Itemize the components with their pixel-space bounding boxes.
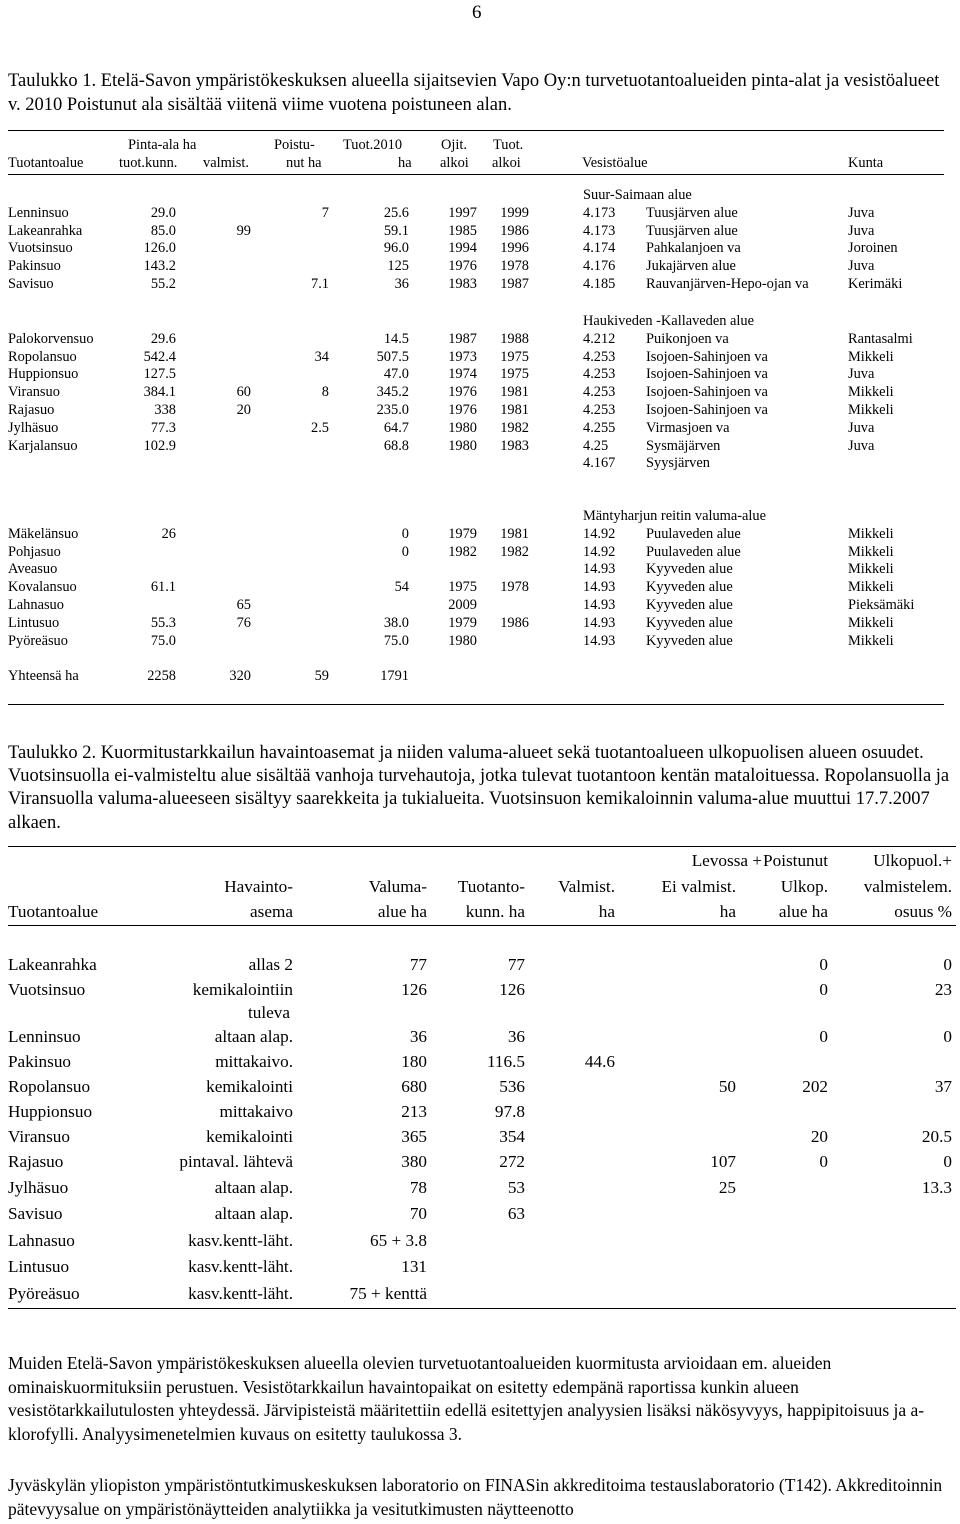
t1-cell-tuot: 54 bbox=[394, 579, 409, 596]
page-number: 6 bbox=[472, 2, 482, 23]
t2-cell-valuma: 680 bbox=[401, 1077, 427, 1096]
t1-cell-ojit: 1985 bbox=[448, 222, 477, 239]
t1-cell-code: 4.253 bbox=[583, 366, 616, 383]
t1-cell-kunta: Mikkeli bbox=[848, 632, 894, 649]
t1-cell-kunta: Mikkeli bbox=[848, 561, 894, 578]
t1-total-label: Yhteensä ha bbox=[8, 668, 79, 684]
t2-cell-valuma: 126 bbox=[401, 980, 427, 999]
t1-header-ojit-1: Ojit. bbox=[441, 137, 467, 153]
t1-cell-ojit: 1974 bbox=[448, 366, 477, 383]
t1-cell-ojit: 1976 bbox=[448, 402, 477, 418]
t1-cell-vesisto: Tuusjärven alue bbox=[646, 222, 738, 239]
t1-cell-tuotalk: 1986 bbox=[500, 222, 529, 239]
t1-cell-kunta: Mikkeli bbox=[848, 614, 894, 631]
t1-cell-vesisto: Kyyveden alue bbox=[646, 561, 733, 578]
t1-cell-code: 4.255 bbox=[583, 419, 616, 436]
t1-cell-pinta: 75.0 bbox=[150, 632, 176, 649]
t1-cell-name: Savisuo bbox=[8, 276, 54, 292]
t1-cell-vesisto: Syysjärven bbox=[646, 455, 710, 472]
t1-cell-pinta: 143.2 bbox=[143, 258, 176, 275]
t1-cell-vesisto: Isojoen-Sahinjoen va bbox=[646, 348, 768, 365]
t1-cell-code: 4.185 bbox=[583, 276, 616, 292]
t1-cell-name: Jylhäsuo bbox=[8, 419, 59, 436]
t1-cell-kunta: Mikkeli bbox=[848, 579, 894, 596]
t1-cell-tuotalk: 1986 bbox=[500, 614, 529, 631]
t2-cell-name: Viransuo bbox=[8, 1127, 70, 1146]
t1-cell-name: Pyöreäsuo bbox=[8, 632, 68, 649]
t2-cell-tuot: 77 bbox=[507, 955, 525, 974]
t2-cell-ulkop: 0 bbox=[819, 1152, 828, 1171]
t2-header-ulkopuol-2: valmistelem. bbox=[863, 877, 952, 896]
t1-cell-tuot: 59.1 bbox=[383, 222, 409, 239]
t1-cell-code: 4.25 bbox=[583, 437, 609, 454]
t1-cell-vesisto: Isojoen-Sahinjoen va bbox=[646, 384, 768, 401]
t1-cell-code: 14.92 bbox=[583, 543, 616, 560]
t1-cell-ojit: 1987 bbox=[448, 330, 477, 347]
t1-cell-vesisto: Pahkalanjoen va bbox=[646, 240, 741, 257]
t1-cell-vesisto: Puulaveden alue bbox=[646, 525, 741, 542]
table2-caption: Taulukko 2. Kuormitustarkkailun havaintoasemat ja niiden valuma-alueet sekä tuotantoalueen ulkopuolisen alueen osuudet. Vuotsinsuolla ei-valmisteltu alue sisältää vanhoja turvehautoja, jotka tulevat tuotantoon kentän mataloituessa. Ropolansuolla ja Viransuolla valuma-alueeseen sisältyy saarekkeita ja tukialueita. Vuotsinsuon kemikaloinnin valuma-alue muuttui 17.7.2007 alkaen. bbox=[8, 743, 950, 833]
t1-cell-code: 4.253 bbox=[583, 348, 616, 365]
t1-cell-vesisto: Kyyveden alue bbox=[646, 632, 733, 649]
t1-cell-tuot: 64.7 bbox=[383, 419, 409, 436]
t1-cell-code: 4.176 bbox=[583, 258, 616, 275]
t2-cell-asema: pintaval. lähtevä bbox=[179, 1152, 293, 1171]
t2-cell-levossa: 107 bbox=[710, 1152, 736, 1171]
t1-cell-tuotalk: 1978 bbox=[500, 258, 529, 275]
t1-cell-tuot: 125 bbox=[387, 258, 409, 275]
t1-cell-kunta: Mikkeli bbox=[848, 525, 894, 542]
t1-header-tuot2010-1: Tuot.2010 bbox=[343, 137, 403, 153]
t1-cell-code: 4.174 bbox=[583, 240, 616, 257]
t1-cell-ojit: 1979 bbox=[448, 525, 477, 542]
t1-cell-kunta: Juva bbox=[848, 366, 875, 383]
t1-cell-name: Huppionsuo bbox=[8, 366, 79, 383]
t2-cell-asema-continued: tuleva bbox=[248, 1003, 290, 1022]
t2-cell-valuma: 77 bbox=[409, 955, 427, 974]
t1-cell-name: Lenninsuo bbox=[8, 204, 69, 221]
t2-cell-levossa: 25 bbox=[718, 1178, 736, 1197]
t1-cell-code: 14.93 bbox=[583, 614, 616, 631]
t1-cell-kunta: Juva bbox=[848, 437, 875, 454]
t2-cell-valuma: 131 bbox=[401, 1257, 427, 1276]
t2-cell-tuot: 97.8 bbox=[494, 1102, 525, 1121]
t2-cell-name: Vuotsinsuo bbox=[8, 980, 86, 999]
t1-cell-name: Pohjasuo bbox=[8, 543, 61, 560]
t2-cell-asema: kemikalointi bbox=[206, 1127, 293, 1146]
t1-cell-kunta: Juva bbox=[848, 419, 875, 436]
t1-cell-tuotalk: 1981 bbox=[500, 402, 529, 418]
t1-total-pois: 59 bbox=[314, 668, 329, 684]
t1-cell-tuot: 235.0 bbox=[376, 402, 409, 418]
t1-cell-kunta: Mikkeli bbox=[848, 384, 894, 401]
t1-cell-kunta: Pieksämäki bbox=[848, 597, 915, 613]
t1-cell-pinta: 85.0 bbox=[150, 222, 176, 239]
t2-cell-asema: mittakaivo. bbox=[215, 1052, 293, 1071]
t2-cell-name: Huppionsuo bbox=[8, 1102, 93, 1121]
t1-cell-vesisto: Jukajärven alue bbox=[646, 258, 736, 275]
t2-cell-valuma: 78 bbox=[409, 1178, 427, 1197]
t1-group-label: Haukiveden -Kallaveden alue bbox=[583, 313, 755, 329]
t2-header-valuma-1: Valuma- bbox=[368, 877, 427, 896]
t1-cell-code: 4.253 bbox=[583, 402, 616, 418]
t1-cell-tuot: 47.0 bbox=[383, 366, 409, 383]
t1-cell-tuot: 0 bbox=[401, 525, 409, 542]
t1-cell-ojit: 1980 bbox=[448, 632, 477, 649]
t1-cell-pinta: 542.4 bbox=[143, 348, 176, 365]
t1-cell-kunta: Joroinen bbox=[848, 240, 898, 257]
t1-cell-name: Aveasuo bbox=[8, 561, 58, 578]
t2-header-poistunut-1: Poistunut bbox=[763, 851, 828, 870]
t2-header-havainto-2: asema bbox=[250, 902, 293, 921]
t1-cell-code: 4.173 bbox=[583, 204, 616, 221]
t1-cell-code: 4.212 bbox=[583, 330, 616, 347]
t2-cell-name: Rajasuo bbox=[8, 1152, 64, 1171]
t1-cell-tuot: 14.5 bbox=[383, 330, 409, 347]
t2-cell-tuot: 126 bbox=[499, 980, 525, 999]
t2-cell-name: Lintusuo bbox=[8, 1257, 70, 1276]
t2-header-poistunut-3: alue ha bbox=[778, 902, 828, 921]
t1-cell-pinta: 102.9 bbox=[143, 437, 176, 454]
t1-header-tuot-2: alkoi bbox=[492, 155, 521, 171]
t1-cell-pinta: 338 bbox=[154, 402, 176, 418]
t1-cell-pinta: 384.1 bbox=[143, 384, 176, 401]
t1-cell-name: Vuotsinsuo bbox=[8, 240, 73, 257]
t2-cell-valuma: 70 bbox=[409, 1204, 427, 1223]
t1-group-label: Suur-Saimaan alue bbox=[583, 187, 692, 203]
t2-cell-name: Pyöreäsuo bbox=[8, 1284, 80, 1303]
t2-cell-osuus: 0 bbox=[943, 1027, 952, 1046]
t2-cell-asema: kemikalointiin bbox=[192, 980, 293, 999]
t2-cell-valuma: 180 bbox=[401, 1052, 427, 1071]
t2-cell-asema: altaan alap. bbox=[214, 1027, 293, 1046]
t1-cell-pois: 2.5 bbox=[311, 419, 329, 436]
t1-cell-tuot: 25.6 bbox=[383, 204, 409, 221]
t1-header-vesistoalue: Vesistöalue bbox=[582, 155, 648, 171]
t2-cell-levossa: 50 bbox=[718, 1077, 736, 1096]
t2-header-valmist-2: ha bbox=[598, 902, 615, 921]
t1-cell-name: Ropolansuo bbox=[8, 348, 77, 365]
t1-cell-vesisto: Virmasjoen va bbox=[646, 419, 730, 436]
t2-cell-valuma: 36 bbox=[409, 1027, 427, 1046]
t1-cell-pois: 7.1 bbox=[311, 276, 329, 292]
t2-cell-osuus: 13.3 bbox=[921, 1178, 952, 1197]
t1-total-valm: 320 bbox=[229, 668, 251, 684]
t1-cell-name: Lintusuo bbox=[8, 614, 60, 631]
table2-header-rule bbox=[8, 925, 956, 926]
t1-cell-name: Lakeanrahka bbox=[8, 222, 83, 239]
t2-cell-asema: kasv.kentt-läht. bbox=[188, 1231, 293, 1250]
t1-cell-ojit: 1973 bbox=[448, 348, 477, 365]
t2-header-ulkopuol-3: osuus % bbox=[894, 902, 952, 921]
t1-header-tuot2010-2: ha bbox=[398, 155, 412, 171]
t1-cell-vesisto: Kyyveden alue bbox=[646, 579, 733, 596]
t1-cell-tuotalk: 1975 bbox=[500, 348, 529, 365]
t1-header-poistu-1: Poistu- bbox=[274, 137, 315, 153]
t2-cell-osuus: 20.5 bbox=[921, 1127, 952, 1146]
t1-cell-vesisto: Tuusjärven alue bbox=[646, 204, 738, 221]
t2-cell-tuot: 272 bbox=[499, 1152, 525, 1171]
t2-header-tuotantoalue: Tuotantoalue bbox=[8, 902, 99, 921]
t2-cell-name: Savisuo bbox=[8, 1204, 63, 1223]
t1-cell-name: Palokorvensuo bbox=[8, 330, 94, 347]
t2-cell-osuus: 0 bbox=[943, 955, 952, 974]
t2-header-poistunut-2: Ulkop. bbox=[780, 877, 828, 896]
t2-cell-name: Lahnasuo bbox=[8, 1231, 75, 1250]
t2-cell-valuma: 65 + 3.8 bbox=[370, 1231, 427, 1250]
t2-cell-asema: mittakaivo bbox=[219, 1102, 293, 1121]
t1-cell-tuotalk: 1975 bbox=[500, 366, 529, 383]
t2-cell-asema: allas 2 bbox=[248, 955, 293, 974]
t1-header-pinta-2: tuot.kunn. bbox=[119, 155, 178, 171]
t2-cell-valuma: 365 bbox=[401, 1127, 427, 1146]
t1-cell-tuotalk: 1983 bbox=[500, 437, 529, 454]
t2-cell-tuot: 536 bbox=[499, 1077, 525, 1096]
t1-cell-name: Rajasuo bbox=[8, 402, 55, 418]
t1-cell-code: 14.93 bbox=[583, 632, 616, 649]
t1-cell-pinta: 55.3 bbox=[150, 614, 176, 631]
t1-cell-tuot: 36 bbox=[394, 276, 409, 292]
t1-cell-tuotalk: 1978 bbox=[500, 579, 529, 596]
t2-header-tuotanto-1: Tuotanto- bbox=[457, 877, 525, 896]
t2-cell-valuma: 75 + kenttä bbox=[349, 1284, 427, 1303]
t1-cell-vesisto: Kyyveden alue bbox=[646, 614, 733, 631]
t2-header-levossa-2: Ei valmist. bbox=[661, 877, 736, 896]
t1-cell-name: Mäkelänsuo bbox=[8, 525, 79, 542]
t2-cell-osuus: 37 bbox=[934, 1077, 952, 1096]
t1-cell-vesisto: Kyyveden alue bbox=[646, 597, 733, 613]
t1-cell-code: 14.93 bbox=[583, 597, 616, 613]
t1-cell-ojit: 1997 bbox=[448, 204, 477, 221]
t1-cell-name: Lahnasuo bbox=[8, 597, 64, 613]
t2-header-valmist-1: Valmist. bbox=[558, 877, 615, 896]
t2-cell-tuot: 36 bbox=[507, 1027, 525, 1046]
t1-cell-ojit: 1980 bbox=[448, 419, 477, 436]
t1-cell-name: Kovalansuo bbox=[8, 579, 77, 596]
t2-cell-name: Ropolansuo bbox=[8, 1077, 91, 1096]
t1-cell-valm: 60 bbox=[236, 384, 251, 401]
t2-cell-ulkop: 0 bbox=[819, 955, 828, 974]
t2-cell-valm: 44.6 bbox=[584, 1052, 615, 1071]
t2-cell-name: Pakinsuo bbox=[8, 1052, 72, 1071]
t1-cell-kunta: Juva bbox=[848, 222, 875, 239]
t2-cell-tuot: 53 bbox=[507, 1178, 525, 1197]
t2-header-levossa-3: ha bbox=[719, 902, 736, 921]
t1-cell-pois: 34 bbox=[314, 348, 329, 365]
t1-header-tuotantoalue: Tuotantoalue bbox=[8, 155, 84, 171]
t2-header-havainto-1: Havainto- bbox=[224, 877, 293, 896]
t1-cell-tuotalk: 1982 bbox=[500, 419, 529, 436]
t1-cell-pinta: 77.3 bbox=[150, 419, 176, 436]
t1-cell-name: Viransuo bbox=[8, 384, 60, 401]
t1-cell-code: 14.93 bbox=[583, 579, 616, 596]
t1-cell-valm: 20 bbox=[236, 402, 251, 418]
t1-cell-vesisto: Rauvanjärven-Hepo-ojan va bbox=[646, 276, 809, 292]
t1-cell-tuotalk: 1999 bbox=[500, 204, 529, 221]
t1-cell-valm: 65 bbox=[236, 597, 251, 613]
t1-header-tuot-1: Tuot. bbox=[493, 137, 524, 153]
t1-cell-code: 4.167 bbox=[583, 455, 616, 472]
t1-cell-vesisto: Puulaveden alue bbox=[646, 543, 741, 560]
t1-cell-tuot: 507.5 bbox=[376, 348, 409, 365]
t1-cell-kunta: Juva bbox=[848, 204, 875, 221]
t2-header-valuma-2: alue ha bbox=[377, 902, 427, 921]
t1-cell-tuot: 68.8 bbox=[383, 437, 409, 454]
t1-cell-kunta: Mikkeli bbox=[848, 543, 894, 560]
t1-cell-tuot: 0 bbox=[401, 543, 409, 560]
t1-cell-ojit: 1980 bbox=[448, 437, 477, 454]
t1-header-ojit-2: alkoi bbox=[440, 155, 469, 171]
t1-cell-pinta: 26 bbox=[161, 525, 176, 542]
t1-cell-pois: 7 bbox=[321, 204, 329, 221]
t2-cell-asema: kemikalointi bbox=[206, 1077, 293, 1096]
t1-cell-pinta: 126.0 bbox=[143, 240, 176, 257]
t2-cell-osuus: 0 bbox=[943, 1152, 952, 1171]
t1-cell-ojit: 1979 bbox=[448, 614, 477, 631]
t1-cell-tuotalk: 1987 bbox=[500, 276, 529, 292]
t2-cell-tuot: 63 bbox=[507, 1204, 525, 1223]
t2-cell-ulkop: 20 bbox=[810, 1127, 828, 1146]
t1-cell-kunta: Rantasalmi bbox=[848, 330, 913, 347]
t2-cell-asema: altaan alap. bbox=[214, 1178, 293, 1197]
t1-cell-ojit: 1983 bbox=[448, 276, 477, 292]
t1-cell-pinta: 127.5 bbox=[143, 366, 176, 383]
t2-cell-ulkop: 0 bbox=[819, 980, 828, 999]
t1-header-pinta-1: Pinta-ala ha bbox=[128, 137, 197, 153]
t1-cell-pinta: 29.0 bbox=[150, 204, 176, 221]
t1-cell-code: 4.173 bbox=[583, 222, 616, 239]
paragraph-1: Muiden Etelä-Savon ympäristökeskuksen alueella olevien turvetuotantoalueiden kuormitusta arvioidaan em. alueiden ominaiskuormituksiin perustuen. Vesistötarkkailun havaintopaikat on esitetty edempänä raportissa kunkin alueen vesistötarkkailutulosten yhteydessä. Järvipisteistä määritettiin edellä esitettyjen analyysien lisäksi näkösyvyys, happipitoisuus ja a-klorofylli. Analyysimenetelmien kuvaus on esitetty taulukossa 3. bbox=[8, 1353, 925, 1444]
t1-total-pinta: 2258 bbox=[147, 668, 176, 684]
t1-cell-name: Pakinsuo bbox=[8, 258, 61, 275]
t2-cell-asema: kasv.kentt-läht. bbox=[188, 1284, 293, 1303]
t2-cell-tuot: 116.5 bbox=[486, 1052, 525, 1071]
t2-cell-valuma: 380 bbox=[401, 1152, 427, 1171]
t1-cell-tuot: 75.0 bbox=[383, 632, 409, 649]
t1-cell-tuot: 345.2 bbox=[376, 384, 409, 401]
table1-caption: Taulukko 1. Etelä-Savon ympäristökeskuksen alueella sijaitsevien Vapo Oy:n turvetuotantoalueiden pinta-alat ja vesistöalueet v. 2010 Poistunut ala sisältää viitenä viime vuotena poistuneen alan. bbox=[8, 71, 940, 115]
t1-cell-ojit: 1976 bbox=[448, 384, 477, 401]
t1-cell-ojit: 1994 bbox=[448, 240, 477, 257]
t1-header-poistu-2: nut ha bbox=[286, 155, 322, 171]
t1-cell-kunta: Mikkeli bbox=[848, 348, 894, 365]
t2-cell-name: Jylhäsuo bbox=[8, 1178, 69, 1197]
t1-cell-vesisto: Isojoen-Sahinjoen va bbox=[646, 366, 768, 383]
t2-cell-name: Lakeanrahka bbox=[8, 955, 97, 974]
t1-cell-kunta: Mikkeli bbox=[848, 402, 894, 418]
t2-cell-ulkop: 202 bbox=[802, 1077, 828, 1096]
t1-cell-vesisto: Sysmäjärven bbox=[646, 437, 721, 454]
t1-cell-pinta: 29.6 bbox=[150, 330, 176, 347]
t1-cell-code: 14.92 bbox=[583, 525, 616, 542]
t1-cell-vesisto: Isojoen-Sahinjoen va bbox=[646, 402, 768, 418]
t1-cell-ojit: 1976 bbox=[448, 258, 477, 275]
t1-cell-tuotalk: 1981 bbox=[500, 525, 529, 542]
t2-cell-ulkop: 0 bbox=[819, 1027, 828, 1046]
t1-cell-tuot: 38.0 bbox=[383, 614, 409, 631]
t2-cell-asema: altaan alap. bbox=[214, 1204, 293, 1223]
t2-cell-name: Lenninsuo bbox=[8, 1027, 81, 1046]
t2-header-ulkopuol-1: Ulkopuol.+ bbox=[873, 851, 952, 870]
t1-header-valmist: valmist. bbox=[203, 155, 249, 171]
t1-group-label: Mäntyharjun reitin valuma-alue bbox=[583, 508, 767, 524]
t2-cell-osuus: 23 bbox=[934, 980, 952, 999]
t1-cell-code: 4.253 bbox=[583, 384, 616, 401]
t1-cell-tuotalk: 1996 bbox=[500, 240, 529, 257]
t1-total-tuot: 1791 bbox=[380, 668, 409, 684]
t1-cell-valm: 76 bbox=[236, 614, 251, 631]
t2-cell-valuma: 213 bbox=[401, 1102, 427, 1121]
t1-cell-vesisto: Puikonjoen va bbox=[646, 330, 729, 347]
t1-cell-tuotalk: 1982 bbox=[500, 543, 529, 560]
t1-cell-pinta: 61.1 bbox=[150, 579, 176, 596]
paragraph-2: Jyväskylän yliopiston ympäristöntutkimuskeskuksen laboratorio on FINASin akkreditoima testauslaboratorio (T142). Akkreditoinnin pätevyysalue on ympäristönäytteiden analytiikka ja vesitutkimusten näytteenotto bbox=[8, 1475, 943, 1519]
t1-cell-pois: 8 bbox=[321, 384, 329, 401]
t1-cell-pinta: 55.2 bbox=[150, 276, 176, 292]
t1-cell-ojit: 1982 bbox=[448, 543, 477, 560]
t1-cell-ojit: 2009 bbox=[448, 597, 477, 613]
t1-cell-kunta: Juva bbox=[848, 258, 875, 275]
t1-header-kunta: Kunta bbox=[848, 155, 884, 171]
table2-bottom-rule bbox=[8, 1308, 956, 1309]
t2-header-levossa-1: Levossa + bbox=[691, 851, 762, 870]
t2-cell-asema: kasv.kentt-läht. bbox=[188, 1257, 293, 1276]
t2-header-tuotanto-2: kunn. ha bbox=[465, 902, 525, 921]
t1-cell-code: 14.93 bbox=[583, 561, 616, 578]
t1-cell-valm: 99 bbox=[236, 222, 251, 239]
t1-cell-name: Karjalansuo bbox=[8, 437, 78, 454]
t2-cell-tuot: 354 bbox=[499, 1127, 525, 1146]
t1-cell-tuot: 96.0 bbox=[383, 240, 409, 257]
t1-cell-ojit: 1975 bbox=[448, 579, 477, 596]
t1-cell-tuotalk: 1988 bbox=[500, 330, 529, 347]
t1-cell-tuotalk: 1981 bbox=[500, 384, 529, 401]
t1-cell-kunta: Kerimäki bbox=[848, 276, 903, 292]
